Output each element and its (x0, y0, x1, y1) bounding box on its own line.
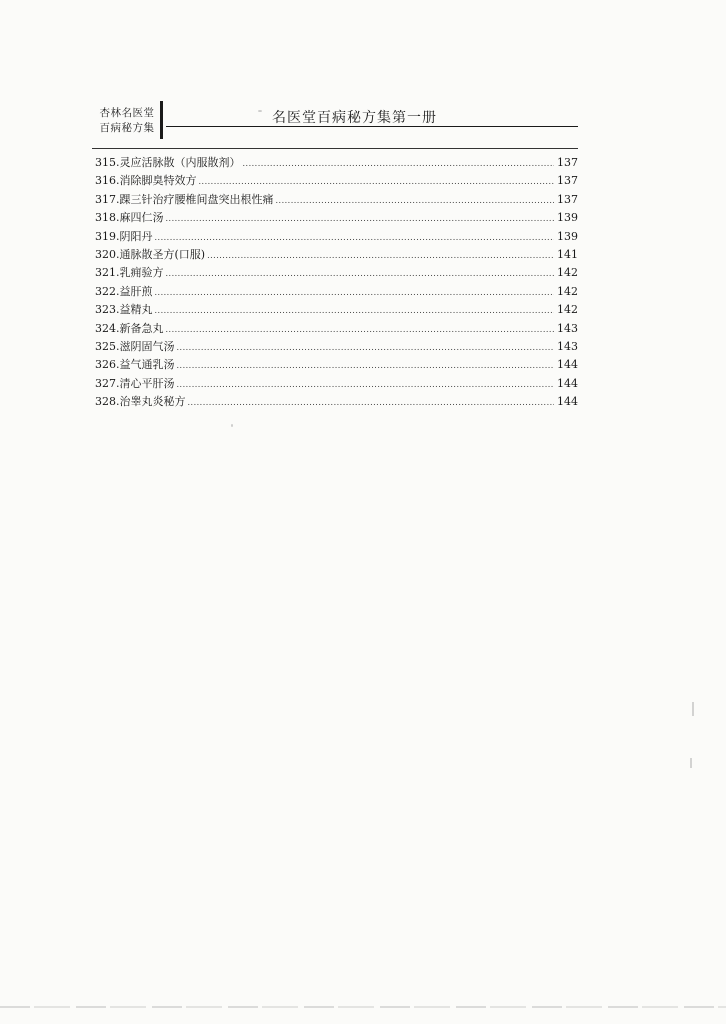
toc-entry-page: 139 (557, 229, 578, 243)
toc-entry-number: 328. (95, 395, 120, 409)
table-of-contents (95, 154, 578, 411)
toc-entry-title: 消除脚臭特效方 (119, 174, 197, 188)
toc-entry-page: 144 (557, 395, 578, 409)
scan-margin-mark (692, 702, 694, 716)
toc-entry-page: 142 (557, 303, 578, 317)
toc-entry-page: 142 (557, 284, 578, 298)
toc-entry-title: 通脉散圣方(口服) (119, 247, 206, 261)
toc-entry[interactable] (95, 228, 578, 246)
toc-leader-dots (166, 210, 555, 228)
toc-entry-page: 141 (557, 247, 578, 261)
toc-entry-title: 阴阳丹 (119, 229, 153, 243)
toc-entry-page: 144 (557, 376, 578, 390)
book-series-logo (96, 106, 158, 136)
toc-entry-number: 320. (95, 247, 120, 261)
toc-entry[interactable] (95, 172, 578, 190)
toc-leader-dots (155, 302, 555, 320)
toc-entry[interactable] (95, 356, 578, 374)
toc-leader-dots (276, 192, 555, 210)
toc-entry-number: 319. (95, 229, 120, 243)
toc-entry-number: 326. (95, 358, 120, 372)
toc-entry[interactable] (95, 246, 578, 264)
logo-line-2: 百病秘方集 (99, 122, 155, 134)
toc-entry-number: 317. (95, 192, 120, 206)
toc-entry-title: 益肝煎 (119, 284, 153, 298)
toc-leader-dots (166, 321, 555, 339)
toc-entry-title: 治睾丸炎秘方 (119, 395, 186, 409)
toc-entry-page: 139 (557, 211, 578, 225)
toc-leader-dots (199, 173, 555, 191)
toc-entry-page: 137 (557, 192, 578, 206)
toc-leader-dots (155, 229, 555, 247)
header-vertical-bar (160, 101, 163, 139)
toc-entry-number: 321. (95, 266, 120, 280)
toc-leader-dots (177, 376, 555, 394)
toc-entry-title: 灵应活脉散（内服散剂） (119, 156, 241, 169)
toc-entry[interactable] (95, 393, 578, 411)
toc-entry-number: 324. (95, 321, 120, 335)
toc-entry-page: 143 (557, 339, 578, 353)
toc-entry-number: 323. (95, 303, 120, 317)
running-header-title: 名医堂百病秘方集第一册 (272, 110, 437, 126)
toc-entry-number: 318. (95, 211, 120, 225)
toc-leader-dots (188, 394, 555, 412)
toc-entry-number: 325. (95, 339, 120, 353)
toc-entry[interactable] (95, 191, 578, 209)
scan-speck (258, 110, 262, 112)
toc-entry-page: 137 (557, 156, 578, 169)
toc-entry-number: 316. (95, 174, 120, 188)
toc-entry[interactable] (95, 320, 578, 338)
toc-entry[interactable] (95, 375, 578, 393)
toc-entry-number: 327. (95, 376, 120, 390)
toc-entry[interactable] (95, 301, 578, 319)
toc-entry-title: 乳痈验方 (119, 266, 164, 280)
toc-entry-title: 益气通乳汤 (119, 358, 175, 372)
toc-entry-title: 麻四仁汤 (119, 211, 164, 225)
toc-leader-dots (155, 284, 555, 302)
toc-entry-number: 315. (95, 156, 120, 169)
toc-entry-title: 滋阴固气汤 (119, 339, 175, 353)
toc-entry-number: 322. (95, 284, 120, 298)
toc-leader-dots (207, 247, 554, 265)
toc-entry-page: 137 (557, 174, 578, 188)
toc-entry[interactable] (95, 338, 578, 356)
toc-leader-dots (243, 155, 555, 173)
toc-entry-title: 踝三针治疗腰椎间盘突出根性痛 (119, 192, 274, 206)
toc-entry-title: 新备急丸 (119, 321, 164, 335)
toc-leader-dots (177, 357, 555, 375)
toc-entry-page: 143 (557, 321, 578, 335)
logo-line-1: 杏林名医堂 (99, 107, 155, 119)
toc-entry[interactable] (95, 264, 578, 282)
toc-entry[interactable] (95, 209, 578, 227)
toc-entry-title: 清心平肝汤 (119, 376, 175, 390)
toc-leader-dots (166, 265, 555, 283)
toc-entry[interactable] (95, 283, 578, 301)
toc-entry[interactable] (95, 154, 578, 172)
header-underline (92, 148, 578, 149)
toc-entry-page: 142 (557, 266, 578, 280)
scan-bottom-edge (0, 1006, 726, 1008)
scan-margin-mark (690, 758, 692, 768)
header-rule (166, 126, 578, 127)
toc-leader-dots (177, 339, 555, 357)
toc-entry-title: 益精丸 (119, 303, 153, 317)
scan-speck (231, 424, 233, 427)
toc-entry-page: 144 (557, 358, 578, 372)
